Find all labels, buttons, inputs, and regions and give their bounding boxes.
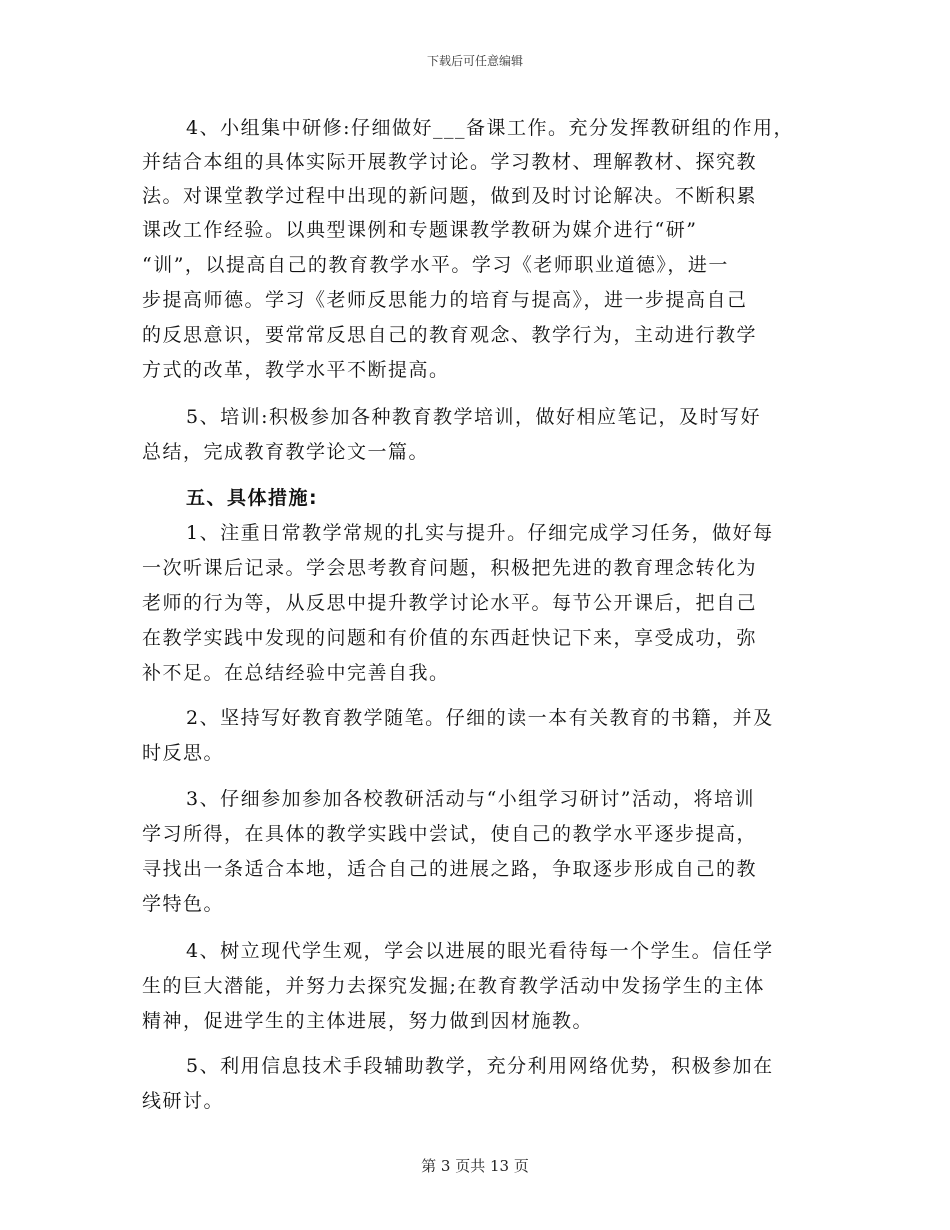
paragraph-line: 并结合本组的具体实际开展教学讨论。学习教材、理解教材、探究教 [142,151,758,173]
paragraph-line: 生的巨大潜能，并努力去探究发掘;在教育教学活动中发扬学生的主体 [142,975,765,997]
paragraph-line: 线研讨。 [142,1090,225,1112]
paragraph-line: “训”，以提高自己的教育教学水平。学习《老师职业道德》，进一 [142,254,729,276]
paragraph-line: 课改工作经验。以典型课例和专题课教学教研为媒介进行“研” [142,219,698,241]
paragraph-line: 寻找出一条适合本地，适合自己的进展之路，争取逐步形成自己的教 [142,858,758,880]
paragraph-line: 2、坚持写好教育教学随笔。仔细的读一本有关教育的书籍，并及 [186,707,774,729]
paragraph-line: 1、注重日常教学常规的扎实与提升。仔细完成学习任务，做好每 [186,522,774,544]
paragraph-line: 一次听课后记录。学会思考教育问题，积极把先进的教育理念转化为 [142,557,758,579]
paragraph-line: 5、利用信息技术手段辅助教学，充分利用网络优势，积极参加在 [186,1055,774,1077]
paragraph-line: 时反思。 [142,742,225,764]
paragraph-line: 老师的行为等，从反思中提升教学讨论水平。每节公开课后，把自己 [142,592,758,614]
paragraph-line: 4、树立现代学生观，学会以进展的眼光看待每一个学生。信任学 [186,940,774,962]
paragraph-line: 步提高师德。学习《老师反思能力的培育与提高》，进一步提高自己 [142,289,748,311]
paragraph-line: 在教学实践中发现的问题和有价值的东西赶快记下来，享受成功，弥 [142,627,758,649]
paragraph-line: 3、仔细参加参加各校教研活动与“小组学习研讨”活动，将培训 [186,788,756,810]
paragraph-line: 5、培训:积极参加各种教育教学培训，做好相应笔记，及时写好 [186,406,761,428]
section-heading: 五、具体措施: [186,487,319,509]
page-header: 下载后可任意编辑 [426,54,523,68]
paragraph-line: 学特色。 [142,893,225,915]
paragraph-line: 总结，完成教育教学论文一篇。 [142,441,430,463]
paragraph-line: 4、小组集中研修:仔细做好___备课工作。充分发挥教研组的作用， [186,117,794,139]
paragraph-line: 补不足。在总结经验中完善自我。 [142,662,450,684]
paragraph-line: 精神，促进学生的主体进展，努力做到因材施教。 [142,1010,594,1032]
paragraph-line: 学习所得，在具体的教学实践中尝试，使自己的教学水平逐步提高， [142,823,758,845]
paragraph-line: 法。对课堂教学过程中出现的新问题，做到及时讨论解决。不断积累 [142,185,758,207]
page-footer: 第 3 页共 13 页 [421,1157,529,1175]
paragraph-line: 方式的改革，教学水平不断提高。 [142,359,450,381]
paragraph-line: 的反思意识，要常常反思自己的教育观念、教学行为，主动进行教学 [142,324,758,346]
